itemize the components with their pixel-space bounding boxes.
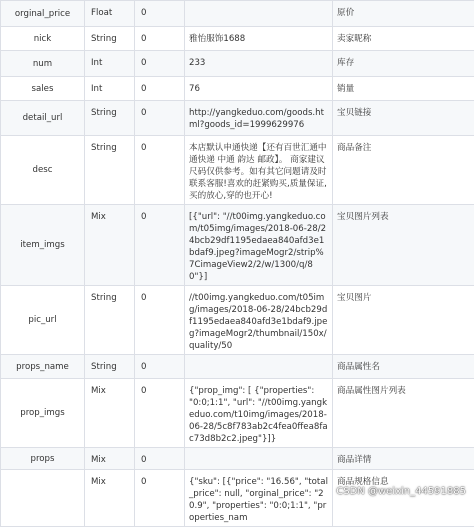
field-example: http://yangkeduo.com/goods.html?goods_id=1999629976	[185, 101, 333, 136]
field-required: 0	[135, 448, 185, 470]
field-example: {"prop_img": [ {"properties": "0:0;1:1", "url": "//t00img.yangkeduo.com/t10img/images/2018-06-28/5c8f783ab2c4fea0ffea8fac73d8b2c2.jpeg"}]}	[185, 379, 333, 448]
field-required: 0	[135, 27, 185, 51]
field-description: 宝贝图片	[333, 286, 474, 355]
field-example	[185, 355, 333, 379]
field-example: 雅怡服饰1688	[185, 27, 333, 51]
field-required: 0	[135, 101, 185, 136]
field-name: props_name	[1, 355, 85, 379]
field-description: 原价	[333, 1, 474, 27]
field-required: 0	[135, 51, 185, 77]
table-row	[1, 51, 474, 77]
field-type: String	[85, 355, 135, 379]
field-example: 本店默认申通快递【还有百世汇通中通快递 中通 韵达 邮政】。 商家建议尺码仅供参考。如有其它问题请及时联系客服!喜欢的赶紧购买,质量保证,买的放心,穿的也开心!	[185, 136, 333, 205]
field-required: 0	[135, 286, 185, 355]
field-type: String	[85, 27, 135, 51]
table-row	[1, 355, 474, 379]
field-required: 0	[135, 1, 185, 27]
field-name: num	[1, 51, 85, 77]
field-example: [{"url": "//t00img.yangkeduo.com/t05img/images/2018-06-28/24bcb29df1195edaea840afd3e1bdaf9.jpeg?imageMogr2/strip%7CimageView2/2/w/1300/q/80"}]	[185, 205, 333, 286]
table-row	[1, 470, 474, 527]
field-type: Int	[85, 51, 135, 77]
table-row	[1, 77, 474, 101]
field-name: desc	[1, 136, 85, 205]
field-name: pic_url	[1, 286, 85, 355]
field-description: 商品属性图片列表	[333, 379, 474, 448]
field-example: 76	[185, 77, 333, 101]
table-row	[1, 1, 474, 27]
field-name: props	[1, 448, 85, 470]
csdn-watermark: CSDN @weixin_44591885	[336, 486, 466, 497]
field-description: 商品备注	[333, 136, 474, 205]
field-type: Float	[85, 1, 135, 27]
field-type: Mix	[85, 379, 135, 448]
field-name: nick	[1, 27, 85, 51]
field-name: sales	[1, 77, 85, 101]
table-row	[1, 27, 474, 51]
field-name: detail_url	[1, 101, 85, 136]
field-type: String	[85, 286, 135, 355]
field-example: //t00img.yangkeduo.com/t05img/images/2018-06-28/24bcb29df1195edaea840afd3e1bdaf9.jpeg?imageMogr2/thumbnail/150x/quality/50	[185, 286, 333, 355]
field-description: 商品属性名	[333, 355, 474, 379]
field-example	[185, 448, 333, 470]
field-type: Mix	[85, 448, 135, 470]
field-type: String	[85, 136, 135, 205]
field-required: 0	[135, 77, 185, 101]
field-required: 0	[135, 136, 185, 205]
field-name: prop_imgs	[1, 379, 85, 448]
field-required: 0	[135, 379, 185, 448]
field-description: 销量	[333, 77, 474, 101]
field-type: Mix	[85, 205, 135, 286]
field-required: 0	[135, 205, 185, 286]
field-description: 商品详情	[333, 448, 474, 470]
table-row	[1, 448, 474, 470]
field-description: 库存	[333, 51, 474, 77]
table-row	[1, 101, 474, 136]
table-row	[1, 136, 474, 205]
field-description: 卖家昵称	[333, 27, 474, 51]
field-example: 233	[185, 51, 333, 77]
field-type: Mix	[85, 470, 135, 527]
field-description: 宝贝链接	[333, 101, 474, 136]
field-description: 商品规格信息	[333, 470, 474, 527]
table-row	[1, 286, 474, 355]
field-name: item_imgs	[1, 205, 85, 286]
field-required: 0	[135, 355, 185, 379]
field-type: Int	[85, 77, 135, 101]
field-example	[185, 1, 333, 27]
table-row	[1, 205, 474, 286]
field-description: 宝贝图片列表	[333, 205, 474, 286]
table-row	[1, 379, 474, 448]
field-name	[1, 470, 85, 527]
field-type: String	[85, 101, 135, 136]
field-name: orginal_price	[1, 1, 85, 27]
field-example: {"sku": [{"price": "16.56", "total_price": null, "orginal_price": "20.9", "properties": "0:0;1:1", "properties_nam	[185, 470, 333, 527]
field-required: 0	[135, 470, 185, 527]
